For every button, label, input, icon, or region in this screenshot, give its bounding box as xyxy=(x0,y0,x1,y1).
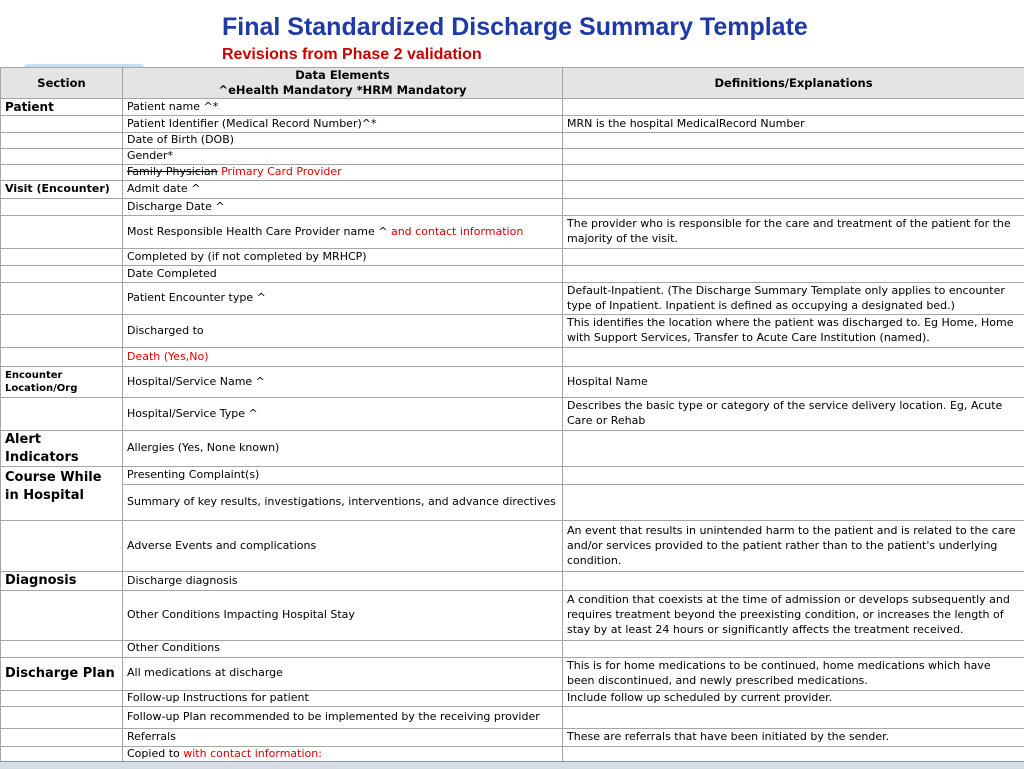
table-row xyxy=(1,521,1024,572)
element-cell: Admit date ^ xyxy=(123,181,563,199)
definition-cell xyxy=(563,640,1024,657)
table-row xyxy=(1,165,1024,181)
definition-cell xyxy=(563,746,1024,762)
definition-cell xyxy=(563,431,1024,467)
section-cell: Encounter Location/Org xyxy=(1,367,123,398)
section-cell xyxy=(1,116,123,133)
section-cell xyxy=(1,266,123,283)
definition-cell: Default-Inpatient. (The Discharge Summary Template only applies to encounter type of Inpatient. Inpatient is defined as occupying a designated bed.) xyxy=(563,283,1024,315)
element-cell xyxy=(123,216,563,249)
table-row xyxy=(1,149,1024,165)
table-row xyxy=(1,398,1024,431)
definition-cell: Include follow up scheduled by current provider. xyxy=(563,690,1024,706)
page-title: Final Standardized Discharge Summary Template xyxy=(222,13,808,42)
definition-cell xyxy=(563,133,1024,149)
table-row xyxy=(1,283,1024,315)
definition-cell xyxy=(563,485,1024,521)
section-cell xyxy=(1,521,123,572)
section-cell xyxy=(1,728,123,746)
section-cell xyxy=(1,149,123,165)
table-row xyxy=(1,133,1024,149)
definition-cell: MRN is the hospital MedicalRecord Number xyxy=(563,116,1024,133)
element-cell xyxy=(123,165,563,181)
definition-cell: The provider who is responsible for the care and treatment of the patient for the majority of the visit. xyxy=(563,216,1024,249)
definition-cell: An event that results in unintended harm to the patient and is related to the care and/or services provided to the patient rather than to the patient's underlying condition. xyxy=(563,521,1024,572)
definition-cell xyxy=(563,199,1024,216)
element-cell: Hospital/Service Type ^ xyxy=(123,398,563,431)
definition-cell: Hospital Name xyxy=(563,367,1024,398)
table-row xyxy=(1,640,1024,657)
definition-cell xyxy=(563,165,1024,181)
element-cell: Gender* xyxy=(123,149,563,165)
section-cell xyxy=(1,216,123,249)
table-row xyxy=(1,348,1024,367)
table-row xyxy=(1,572,1024,591)
element-cell: Other Conditions xyxy=(123,640,563,657)
definition-cell: This is for home medications to be continued, home medications which have been discontinued, and newly prescribed medications. xyxy=(563,657,1024,690)
struck-text: Family Physician xyxy=(127,165,218,178)
revision-text: and contact information xyxy=(387,225,523,238)
header-section: Section xyxy=(1,68,123,99)
element-cell: Patient Encounter type ^ xyxy=(123,283,563,315)
definition-cell xyxy=(563,149,1024,165)
table-row xyxy=(1,467,1024,485)
table-row xyxy=(1,690,1024,706)
section-cell xyxy=(1,133,123,149)
definition-cell: A condition that coexists at the time of admission or develops subsequently and requires treatment beyond the preexisting condition, or increases the length of stay by at least 24 hours or significantly affects the treatment received. xyxy=(563,590,1024,640)
element-cell: Date Completed xyxy=(123,266,563,283)
table-row xyxy=(1,116,1024,133)
section-cell xyxy=(1,315,123,348)
section-cell xyxy=(1,283,123,315)
table-row xyxy=(1,706,1024,728)
table-row xyxy=(1,367,1024,398)
section-cell xyxy=(1,249,123,266)
definition-cell xyxy=(563,266,1024,283)
element-text: Copied to xyxy=(127,747,180,760)
revision-text: Primary Card Provider xyxy=(218,165,342,178)
definition-cell xyxy=(563,706,1024,728)
element-cell: Follow-up Plan recommended to be implemented by the receiving provider xyxy=(123,706,563,728)
table-header-row xyxy=(1,68,1024,99)
table-row xyxy=(1,485,1024,521)
revision-text: with contact information: xyxy=(180,747,322,760)
section-cell xyxy=(1,746,123,762)
table-row xyxy=(1,99,1024,116)
element-text: Most Responsible Health Care Provider name ^ xyxy=(127,225,387,238)
section-cell: Patient xyxy=(1,99,123,116)
element-cell: Summary of key results, investigations, interventions, and advance directives xyxy=(123,485,563,521)
definition-cell xyxy=(563,467,1024,485)
table-row xyxy=(1,266,1024,283)
element-cell: Patient name ^* xyxy=(123,99,563,116)
definition-cell xyxy=(563,181,1024,199)
table-row xyxy=(1,590,1024,640)
definition-cell xyxy=(563,99,1024,116)
element-cell: Discharged to xyxy=(123,315,563,348)
element-cell: Allergies (Yes, None known) xyxy=(123,431,563,467)
section-cell xyxy=(1,199,123,216)
element-cell: Hospital/Service Name ^ xyxy=(123,367,563,398)
element-cell: Referrals xyxy=(123,728,563,746)
section-cell: Alert Indicators xyxy=(1,431,123,467)
element-cell: Discharge diagnosis xyxy=(123,572,563,591)
section-cell: Visit (Encounter) xyxy=(1,181,123,199)
header-data-elements-title: Data Elements xyxy=(127,68,558,83)
section-cell xyxy=(1,590,123,640)
element-cell: Date of Birth (DOB) xyxy=(123,133,563,149)
table-row xyxy=(1,181,1024,199)
section-cell xyxy=(1,640,123,657)
header-data-elements xyxy=(123,68,563,99)
discharge-summary-table xyxy=(0,67,1024,763)
element-cell: Completed by (if not completed by MRHCP) xyxy=(123,249,563,266)
table-row xyxy=(1,746,1024,762)
element-cell: Follow-up Instructions for patient xyxy=(123,690,563,706)
section-cell xyxy=(1,348,123,367)
element-cell: Adverse Events and complications xyxy=(123,521,563,572)
definition-cell xyxy=(563,249,1024,266)
section-cell xyxy=(1,165,123,181)
element-cell: Patient Identifier (Medical Record Number)^* xyxy=(123,116,563,133)
table-row xyxy=(1,249,1024,266)
table-row xyxy=(1,216,1024,249)
section-cell xyxy=(1,398,123,431)
header-mandatory-legend: ^eHealth Mandatory *HRM Mandatory xyxy=(127,83,558,98)
table-row xyxy=(1,728,1024,746)
definition-cell xyxy=(563,348,1024,367)
table-row xyxy=(1,657,1024,690)
section-cell xyxy=(1,690,123,706)
element-cell: Discharge Date ^ xyxy=(123,199,563,216)
section-cell: Diagnosis xyxy=(1,572,123,591)
section-cell: Course While in Hospital xyxy=(1,467,123,521)
definition-cell xyxy=(563,572,1024,591)
definition-cell: These are referrals that have been initiated by the sender. xyxy=(563,728,1024,746)
section-cell: Discharge Plan xyxy=(1,657,123,690)
table-row xyxy=(1,431,1024,467)
element-cell: All medications at discharge xyxy=(123,657,563,690)
definition-cell: This identifies the location where the patient was discharged to. Eg Home, Home with Support Services, Transfer to Acute Care Institution (named). xyxy=(563,315,1024,348)
definition-cell: Describes the basic type or category of the service delivery location. Eg, Acute Care or Rehab xyxy=(563,398,1024,431)
table-row xyxy=(1,315,1024,348)
element-cell xyxy=(123,746,563,762)
element-cell: Death (Yes,No) xyxy=(123,348,563,367)
header-definitions: Definitions/Explanations xyxy=(563,68,1024,99)
page-subtitle: Revisions from Phase 2 validation xyxy=(222,46,482,64)
element-cell: Other Conditions Impacting Hospital Stay xyxy=(123,590,563,640)
section-cell xyxy=(1,706,123,728)
table-row xyxy=(1,199,1024,216)
element-cell: Presenting Complaint(s) xyxy=(123,467,563,485)
